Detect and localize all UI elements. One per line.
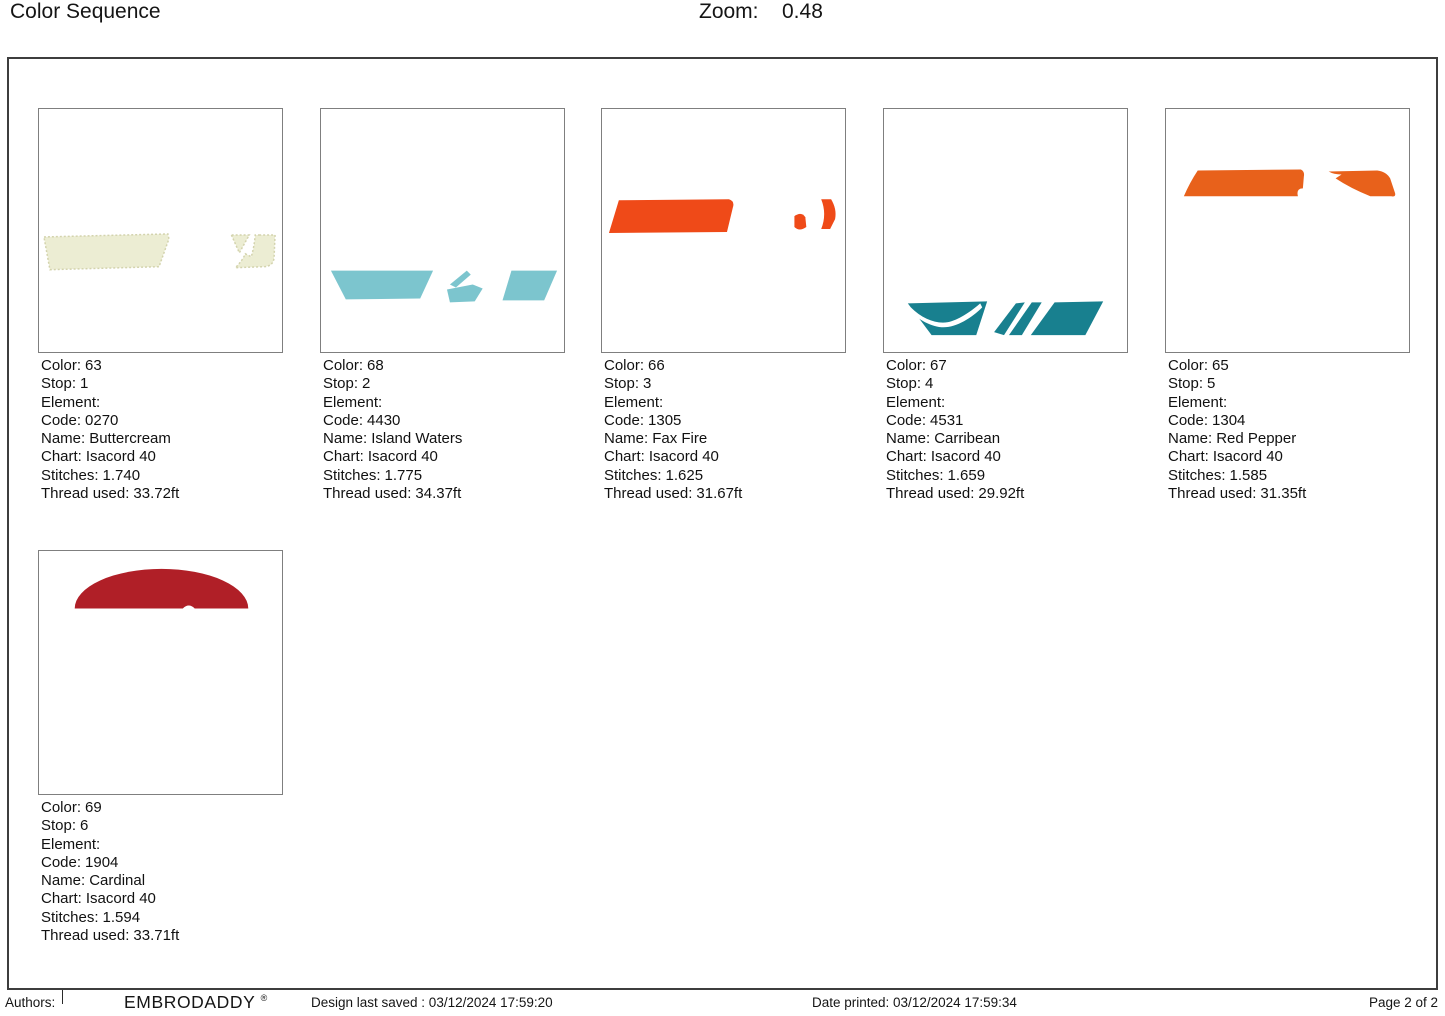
thread-info xyxy=(1165,357,1411,503)
field-value: 0270 xyxy=(85,411,119,429)
field-value: Isacord 40 xyxy=(1212,448,1283,466)
field-value: Red Pepper xyxy=(1216,430,1297,448)
field-value: 4531 xyxy=(930,411,964,429)
field-value: 2 xyxy=(362,375,371,393)
color-block-6 xyxy=(38,550,284,945)
field-label: Stop: xyxy=(41,375,77,393)
field-value: 4 xyxy=(925,375,934,393)
thread-swatch-buttercream xyxy=(38,108,283,353)
color-block-2 xyxy=(320,108,566,503)
field-label: Thread used: xyxy=(1168,485,1257,503)
field-label: Thread used: xyxy=(886,485,975,503)
field-label: Name: xyxy=(323,430,368,448)
thread-shape xyxy=(75,569,249,609)
field-label: Thread used: xyxy=(41,485,130,503)
field-label: Code: xyxy=(41,411,82,429)
field-label: Color: xyxy=(604,357,645,374)
field-value: 33.72ft xyxy=(133,485,180,503)
field-label: Chart: xyxy=(41,890,82,908)
field-label: Stitches: xyxy=(604,466,662,484)
field-label: Stitches: xyxy=(41,466,99,484)
thread-shape xyxy=(331,271,433,300)
field-label: Stitches: xyxy=(1168,466,1226,484)
field-label: Code: xyxy=(1168,411,1209,429)
field-label: Name: xyxy=(1168,430,1213,448)
field-label: Code: xyxy=(886,411,927,429)
color-block-4 xyxy=(883,108,1129,503)
field-label: Chart: xyxy=(1168,448,1209,466)
field-value: 33.71ft xyxy=(133,927,180,945)
color-block-5 xyxy=(1165,108,1411,503)
field-value: 68 xyxy=(367,357,384,374)
thread-shapes-fax-fire xyxy=(602,109,845,352)
thread-swatch-cardinal xyxy=(38,550,283,795)
field-value: 65 xyxy=(1212,357,1229,374)
field-label: Color: xyxy=(41,799,82,816)
field-value: 63 xyxy=(85,357,102,374)
thread-swatch-island-waters xyxy=(320,108,565,353)
thread-shape xyxy=(1031,301,1103,335)
thread-info xyxy=(883,357,1129,503)
thread-shape xyxy=(1184,170,1304,197)
field-value: Carribean xyxy=(934,430,1001,448)
thread-shape xyxy=(44,234,169,270)
field-label: Thread used: xyxy=(604,485,693,503)
field-value: 6 xyxy=(80,817,89,835)
field-value: Isacord 40 xyxy=(85,890,156,908)
field-value: 67 xyxy=(930,357,947,374)
field-label: Name: xyxy=(41,872,86,890)
date-printed: Date printed: 03/12/2024 17:59:34 xyxy=(812,995,1017,1010)
footer-divider xyxy=(62,990,63,1004)
field-label: Chart: xyxy=(886,448,927,466)
authors-label: Authors: xyxy=(5,995,56,1010)
field-label: Stop: xyxy=(604,375,640,393)
page-number: Page 2 of 2 xyxy=(1368,995,1438,1010)
thread-shapes-island-waters xyxy=(321,109,564,352)
zoom-value: 0.48 xyxy=(782,0,823,23)
field-value: 34.37ft xyxy=(415,485,462,503)
field-value: 1305 xyxy=(648,411,682,429)
thread-info xyxy=(38,357,284,503)
thread-shape xyxy=(231,235,249,253)
thread-shape xyxy=(609,199,733,233)
field-label: Stop: xyxy=(41,817,77,835)
field-label: Stitches: xyxy=(41,908,99,926)
field-value: Isacord 40 xyxy=(367,448,438,466)
zoom-label: Zoom: xyxy=(699,0,759,23)
field-label: Stop: xyxy=(323,375,359,393)
field-label: Name: xyxy=(604,430,649,448)
thread-shapes-carribean xyxy=(884,109,1127,352)
brand-name xyxy=(124,992,267,1013)
field-value: 1.740 xyxy=(102,466,141,484)
field-label: Element: xyxy=(41,835,101,853)
field-label: Color: xyxy=(323,357,364,374)
field-value: Fax Fire xyxy=(652,430,708,448)
field-label: Stitches: xyxy=(886,466,944,484)
thread-info xyxy=(38,799,284,945)
field-value: Island Waters xyxy=(371,430,463,448)
field-value: 3 xyxy=(643,375,652,393)
page-title: Color Sequence xyxy=(10,0,161,23)
color-block-1 xyxy=(38,108,284,503)
field-value: 29.92ft xyxy=(978,485,1025,503)
thread-swatch-fax-fire xyxy=(601,108,846,353)
thread-shape xyxy=(821,199,835,229)
field-value: 5 xyxy=(1207,375,1216,393)
field-value: 1 xyxy=(80,375,89,393)
thread-shape xyxy=(794,214,806,230)
field-value: Cardinal xyxy=(89,872,146,890)
field-value: 1.585 xyxy=(1229,466,1268,484)
field-value: Buttercream xyxy=(89,430,171,448)
field-label: Color: xyxy=(41,357,82,374)
field-label: Element: xyxy=(604,393,664,411)
field-value: 1.659 xyxy=(947,466,986,484)
registered-mark: ® xyxy=(260,993,268,1004)
field-value: 31.35ft xyxy=(1260,485,1307,503)
field-value: 4430 xyxy=(367,411,401,429)
field-label: Chart: xyxy=(604,448,645,466)
thread-info xyxy=(320,357,566,503)
thread-info xyxy=(601,357,847,503)
field-value: 69 xyxy=(85,799,102,816)
design-last-saved: Design last saved : 03/12/2024 17:59:20 xyxy=(311,995,553,1010)
thread-shapes-buttercream xyxy=(39,109,282,352)
field-value: 1904 xyxy=(85,853,119,871)
field-value: Isacord 40 xyxy=(930,448,1001,466)
field-value: 1304 xyxy=(1212,411,1246,429)
thread-swatch-carribean xyxy=(883,108,1128,353)
field-label: Stop: xyxy=(886,375,922,393)
thread-shapes-red-pepper xyxy=(1166,109,1409,352)
thread-swatch-red-pepper xyxy=(1165,108,1410,353)
field-value: 1.625 xyxy=(665,466,704,484)
field-label: Code: xyxy=(604,411,645,429)
color-block-3 xyxy=(601,108,847,503)
field-label: Color: xyxy=(886,357,927,374)
field-label: Element: xyxy=(1168,393,1228,411)
field-label: Color: xyxy=(1168,357,1209,374)
thread-shape xyxy=(450,271,471,288)
field-label: Thread used: xyxy=(323,485,412,503)
field-value: 1.775 xyxy=(384,466,423,484)
field-label: Chart: xyxy=(323,448,364,466)
field-label: Element: xyxy=(323,393,383,411)
report-page xyxy=(7,57,1438,990)
thread-shapes-cardinal xyxy=(39,551,282,794)
field-value: Isacord 40 xyxy=(85,448,156,466)
field-label: Element: xyxy=(41,393,101,411)
field-label: Chart: xyxy=(41,448,82,466)
field-label: Stop: xyxy=(1168,375,1204,393)
field-label: Code: xyxy=(323,411,364,429)
field-label: Code: xyxy=(41,853,82,871)
thread-shape xyxy=(503,271,558,301)
field-label: Name: xyxy=(41,430,86,448)
brand-text: EMBRODADDY xyxy=(124,992,256,1012)
field-label: Stitches: xyxy=(323,466,381,484)
field-label: Thread used: xyxy=(41,927,130,945)
thread-shape xyxy=(447,285,483,303)
thread-shape xyxy=(1329,170,1396,196)
field-value: 1.594 xyxy=(102,908,141,926)
field-label: Element: xyxy=(886,393,946,411)
field-value: Isacord 40 xyxy=(648,448,719,466)
field-value: 31.67ft xyxy=(696,485,743,503)
field-label: Name: xyxy=(886,430,931,448)
field-value: 66 xyxy=(648,357,665,374)
